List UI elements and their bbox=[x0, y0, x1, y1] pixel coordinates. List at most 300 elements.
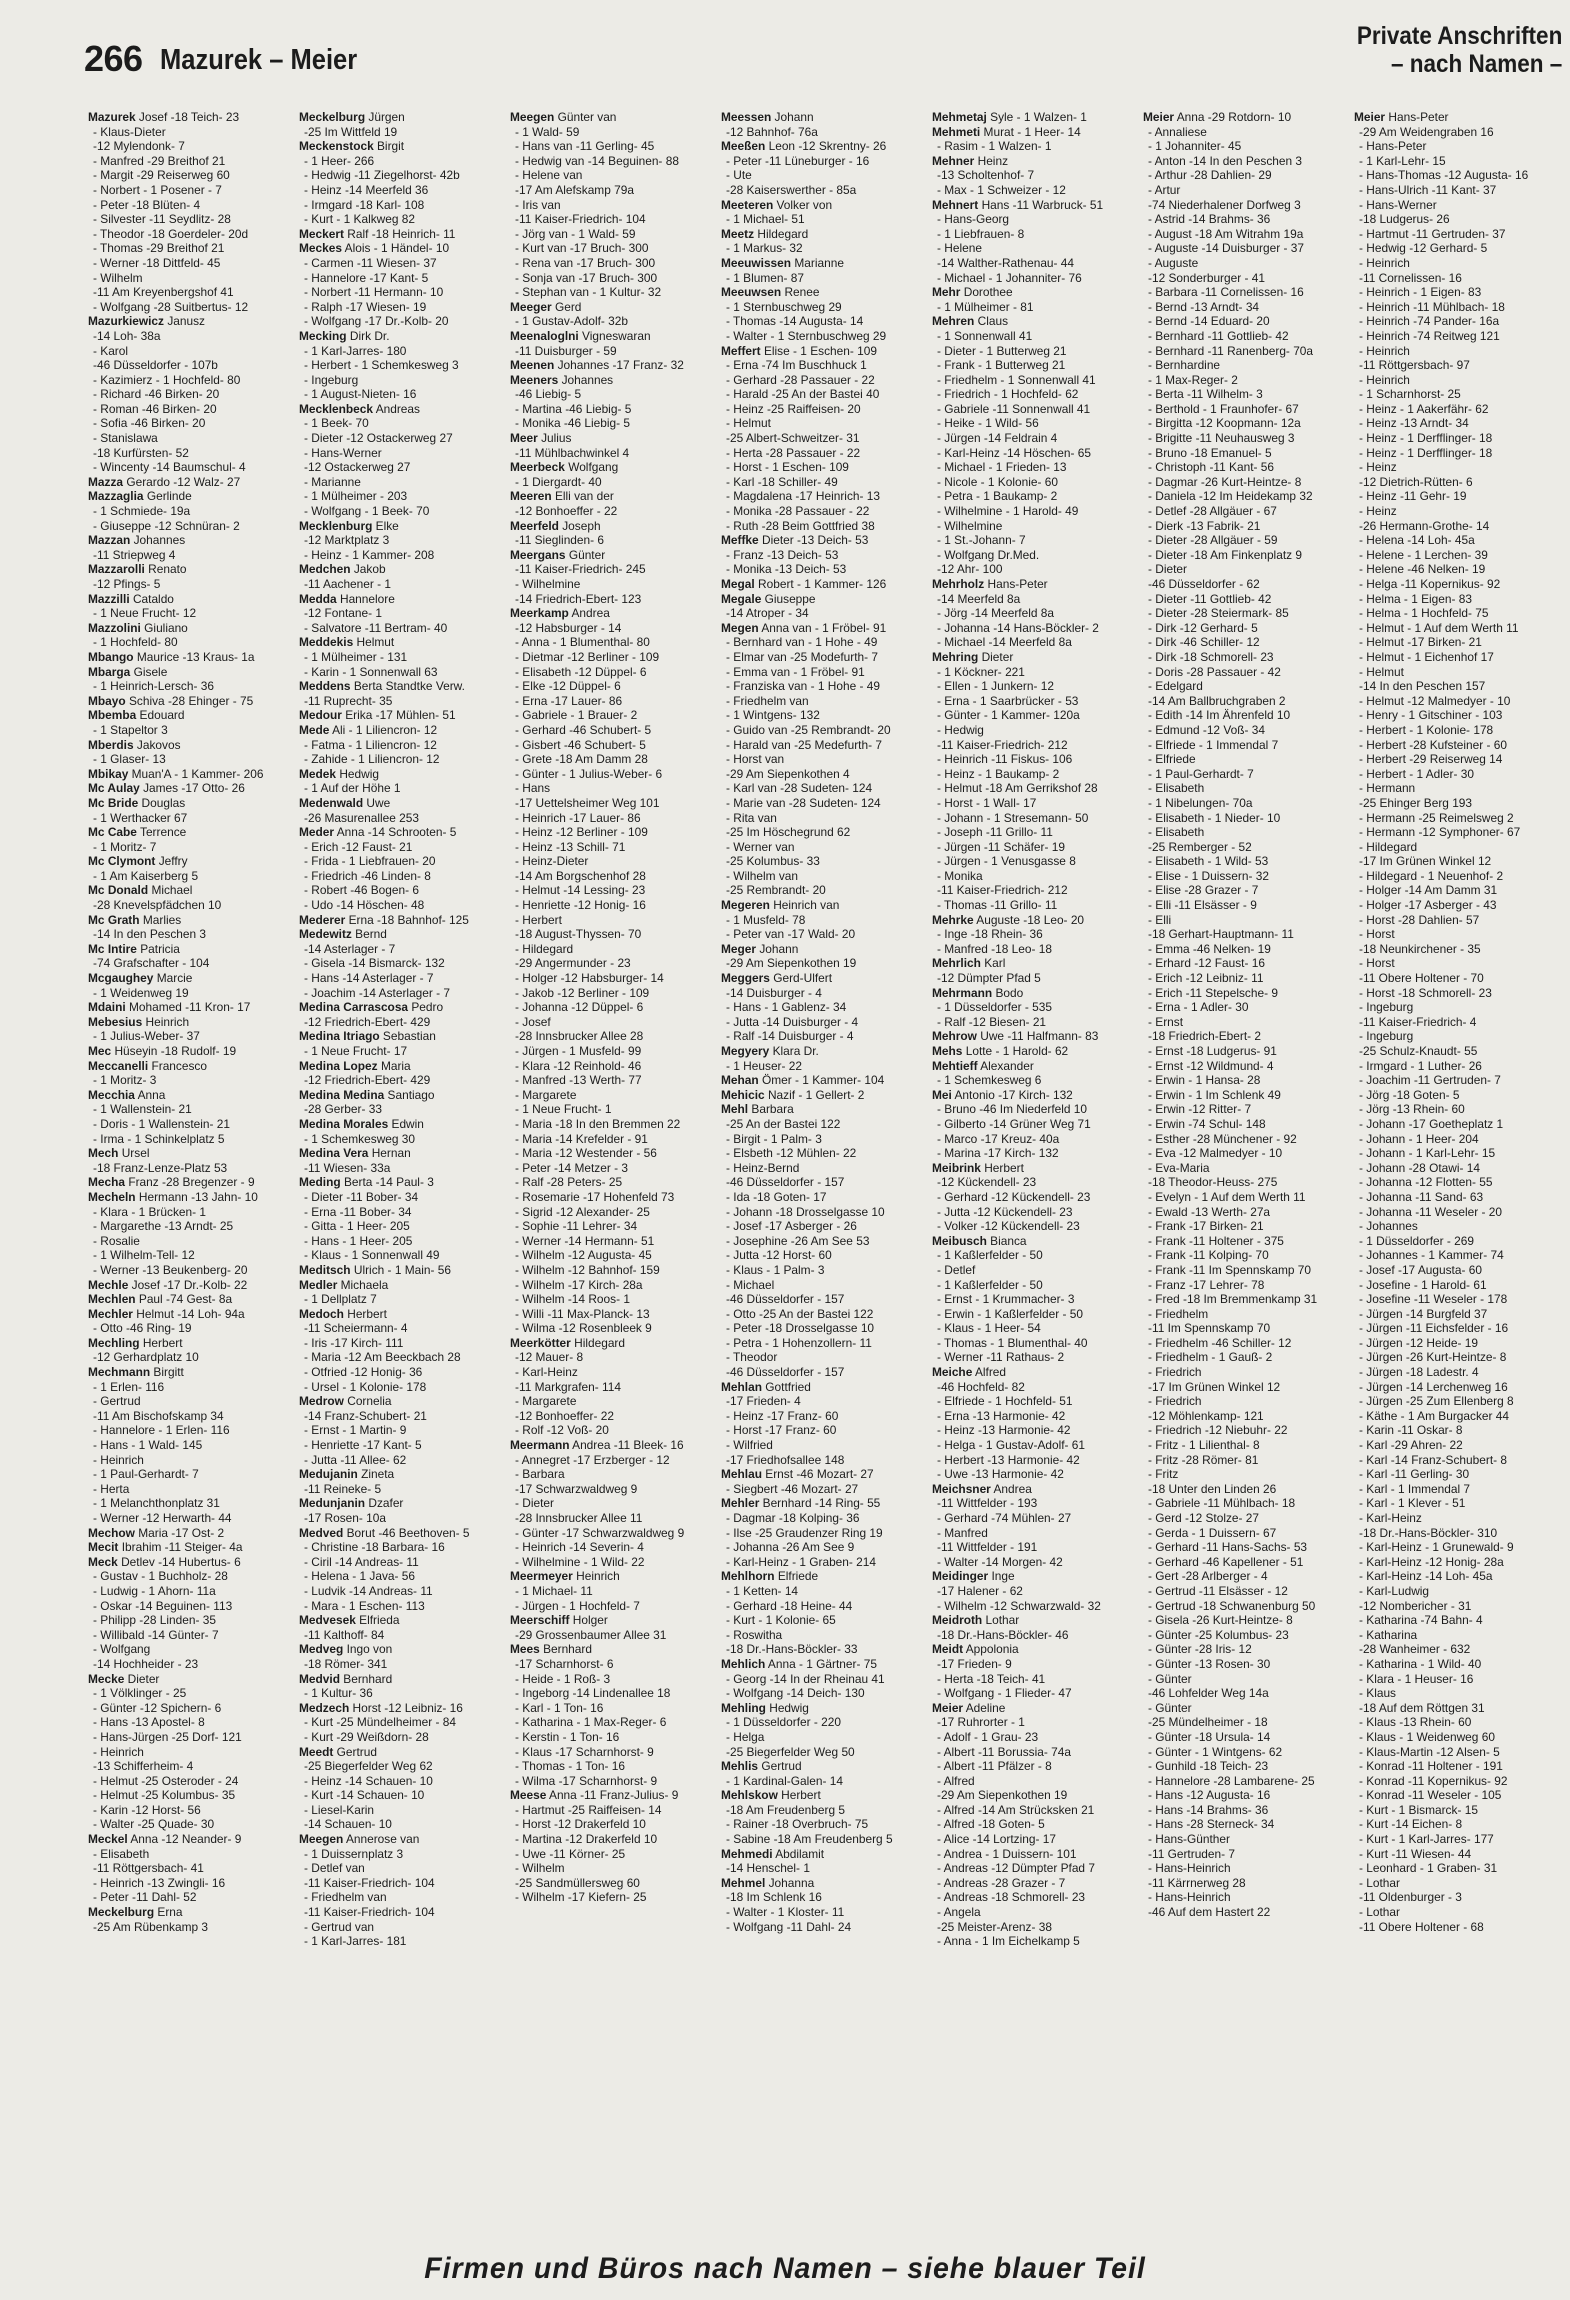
list-item bbox=[721, 548, 929, 563]
list-item bbox=[299, 883, 507, 898]
entry-text: - Ludvik -14 Andreas- 11 bbox=[304, 1583, 433, 1598]
entry-text: - Harald van -25 Medefurth- 7 bbox=[726, 737, 882, 752]
list-item bbox=[1354, 592, 1562, 607]
entry-text: - Frank - 1 Butterweg 21 bbox=[937, 358, 1066, 373]
list-item bbox=[1143, 796, 1351, 811]
list-item bbox=[510, 519, 718, 534]
entry-text: Syle - 1 Walzen- 1 bbox=[990, 110, 1087, 124]
list-item bbox=[932, 402, 1140, 417]
list-item bbox=[88, 446, 296, 461]
entry-text: - Erich -12 Leibniz- 11 bbox=[1148, 971, 1264, 986]
list-item bbox=[88, 1774, 296, 1789]
list-item bbox=[1354, 227, 1562, 242]
entry-text: Hüseyin -18 Rudolf- 19 bbox=[114, 1044, 237, 1058]
entry-text: -17 Am Alefskamp 79a bbox=[515, 182, 634, 197]
entry-text: - Birgit - 1 Palm- 3 bbox=[726, 1131, 822, 1146]
entry-text: - Elli -11 Elsässer - 9 bbox=[1148, 898, 1257, 913]
entry-text: - Manfred -18 Leo- 18 bbox=[937, 941, 1053, 956]
entry-text: - 1 Neue Frucht- 17 bbox=[304, 1044, 408, 1058]
entry-text: - Horst - 1 Wall- 17 bbox=[937, 795, 1037, 810]
entry-text: Herbert bbox=[142, 1335, 183, 1350]
list-item bbox=[510, 1584, 718, 1599]
list-item bbox=[721, 679, 929, 694]
entry-text: - Ralf -28 Peters- 25 bbox=[515, 1175, 623, 1190]
list-item bbox=[1354, 1496, 1562, 1511]
list-item bbox=[932, 271, 1140, 286]
list-item bbox=[721, 1467, 929, 1482]
entry-text: - Josefine - 1 Harold- 61 bbox=[1359, 1277, 1487, 1292]
list-item bbox=[88, 1715, 296, 1730]
entry-text: - Heinz-Dieter bbox=[515, 854, 589, 869]
list-item bbox=[88, 1861, 296, 1876]
entry-text: - Rasim - 1 Walzen- 1 bbox=[937, 139, 1052, 154]
list-item bbox=[88, 285, 296, 300]
entry-text: Nazif - 1 Gellert- 2 bbox=[767, 1087, 865, 1102]
surname: Medina Medina bbox=[299, 1087, 385, 1102]
entry-text: Lothar bbox=[985, 1613, 1020, 1628]
entry-text: - Hans-Georg bbox=[937, 212, 1010, 227]
entry-text: - Peter -14 Metzer - 3 bbox=[515, 1160, 628, 1175]
entry-text: - Günter -28 Iris- 12 bbox=[1148, 1642, 1252, 1657]
list-item bbox=[721, 1175, 929, 1190]
entry-text: - Klara -12 Reinhold- 46 bbox=[515, 1058, 642, 1073]
list-item bbox=[1354, 212, 1562, 227]
list-item bbox=[1143, 329, 1351, 344]
list-item bbox=[932, 1890, 1140, 1905]
entry-text: -18 Römer- 341 bbox=[304, 1656, 388, 1671]
entry-text: - Ingeburg bbox=[304, 372, 359, 387]
surname: Mehler bbox=[721, 1496, 760, 1511]
entry-text: - Heike - 1 Wild- 56 bbox=[937, 416, 1039, 431]
list-item bbox=[510, 1642, 718, 1657]
entry-text: - Wilhelm -12 Augusta- 45 bbox=[515, 1248, 652, 1263]
entry-text: - Ewald -13 Werth- 27a bbox=[1148, 1204, 1271, 1219]
list-item bbox=[299, 1146, 507, 1161]
list-item bbox=[721, 1730, 929, 1745]
entry-text: - Elise - 1 Duissern- 32 bbox=[1148, 868, 1269, 883]
list-item bbox=[932, 1526, 1140, 1541]
list-item bbox=[1354, 1482, 1562, 1497]
list-item bbox=[1354, 1380, 1562, 1395]
entry-text: - Herbert - 1 Kolonie- 178 bbox=[1359, 722, 1494, 737]
entry-text: Elfriede bbox=[777, 1569, 819, 1584]
list-item bbox=[721, 1102, 929, 1117]
entry-text: -25 Im Wittfeld 19 bbox=[304, 124, 398, 139]
list-item bbox=[299, 285, 507, 300]
list-item bbox=[932, 314, 1140, 329]
list-item bbox=[1143, 1657, 1351, 1672]
list-item bbox=[88, 519, 296, 534]
list-item bbox=[932, 139, 1140, 154]
list-item bbox=[721, 300, 929, 315]
list-item bbox=[88, 635, 296, 650]
entry-text: Erika -17 Mühlen- 51 bbox=[345, 708, 456, 723]
entry-text: - Heinz -17 Franz- 60 bbox=[726, 1408, 839, 1423]
entry-text: - Iris -17 Kirch- 111 bbox=[304, 1335, 404, 1350]
surname: Medda bbox=[299, 591, 337, 606]
list-item bbox=[88, 1161, 296, 1176]
list-item bbox=[510, 139, 718, 154]
entry-text: - Heinrich bbox=[1359, 372, 1410, 387]
entry-text: - Gerd -12 Stolze- 27 bbox=[1148, 1511, 1260, 1525]
entry-text: - Friedrich -46 Linden- 8 bbox=[304, 868, 431, 883]
entry-text: - Alfred -18 Goten- 5 bbox=[937, 1817, 1045, 1832]
list-item bbox=[1354, 1146, 1562, 1161]
list-item bbox=[1354, 1890, 1562, 1905]
entry-text: -18 Auf dem Röttgen 31 bbox=[1359, 1700, 1485, 1715]
entry-text: Bernhard -14 Ring- 55 bbox=[762, 1496, 881, 1511]
entry-text: Ulrich - 1 Main- 56 bbox=[353, 1262, 451, 1277]
entry-text: Appolonia bbox=[965, 1642, 1019, 1657]
list-item bbox=[299, 635, 507, 650]
list-item bbox=[1354, 1059, 1562, 1074]
list-item bbox=[932, 1832, 1140, 1847]
list-item bbox=[88, 679, 296, 694]
entry-text: -11 Kaiser-Friedrich- 104 bbox=[304, 1875, 435, 1890]
surname: Meddekis bbox=[299, 635, 354, 650]
list-item bbox=[299, 1278, 507, 1293]
list-item bbox=[88, 1190, 296, 1205]
entry-text: - Doris -28 Passauer - 42 bbox=[1148, 664, 1281, 679]
list-item bbox=[510, 883, 718, 898]
list-item bbox=[88, 300, 296, 315]
entry-text: - Heinrich -11 Mühlbach- 18 bbox=[1359, 299, 1505, 314]
surname: Mazzan bbox=[88, 533, 131, 548]
list-item bbox=[1143, 562, 1351, 577]
list-item bbox=[299, 271, 507, 286]
entry-text: - Karl-Heinz -14 Loh- 45a bbox=[1359, 1569, 1493, 1584]
entry-text: -18 Kurfürsten- 52 bbox=[93, 445, 189, 460]
entry-text: Horst -12 Leibniz- 16 bbox=[352, 1700, 463, 1715]
list-item bbox=[510, 548, 718, 563]
list-item bbox=[510, 1307, 718, 1322]
entry-text: - 1 Wallenstein- 21 bbox=[93, 1102, 192, 1117]
list-item bbox=[932, 1599, 1140, 1614]
list-item bbox=[510, 1540, 718, 1555]
list-item bbox=[510, 679, 718, 694]
list-item bbox=[299, 1073, 507, 1088]
entry-text: - Helga -11 Kopernikus- 92 bbox=[1359, 577, 1501, 591]
list-item bbox=[1143, 1190, 1351, 1205]
list-item bbox=[1143, 1307, 1351, 1322]
list-item bbox=[299, 1788, 507, 1803]
entry-text: - Wilhelm -12 Bahnhof- 159 bbox=[515, 1262, 660, 1277]
entry-text: -11 Am Kreyenbergshof 41 bbox=[93, 285, 234, 300]
entry-text: Andreas bbox=[375, 401, 420, 416]
list-item bbox=[721, 840, 929, 855]
list-item bbox=[299, 431, 507, 446]
list-item bbox=[932, 606, 1140, 621]
entry-text: - Monika -28 Passauer - 22 bbox=[726, 504, 870, 519]
entry-text: - Dieter -11 Bober- 34 bbox=[304, 1189, 419, 1204]
entry-text: - Dieter -18 Am Finkenplatz 9 bbox=[1148, 547, 1302, 562]
list-item bbox=[932, 635, 1140, 650]
entry-text: Bernhard bbox=[543, 1642, 592, 1657]
list-item bbox=[1354, 446, 1562, 461]
entry-text: - Astrid -14 Brahms- 36 bbox=[1148, 212, 1271, 227]
list-item bbox=[1354, 125, 1562, 140]
list-item bbox=[299, 1394, 507, 1409]
surname: Meger bbox=[721, 941, 757, 956]
surname: Mc Cabe bbox=[88, 825, 137, 840]
entry-text: -11 Röttgersbach- 97 bbox=[1359, 358, 1470, 373]
entry-text: - Kerstin - 1 Ton- 16 bbox=[515, 1729, 620, 1744]
list-item bbox=[88, 1059, 296, 1074]
entry-text: - Angela bbox=[937, 1905, 981, 1920]
surname: Mechlen bbox=[88, 1292, 136, 1307]
entry-text: - Johann - 1 Heer- 204 bbox=[1359, 1131, 1479, 1146]
entry-text: - Jürgen -14 Lerchenweg 16 bbox=[1359, 1379, 1508, 1394]
entry-text: -13 Schifferheim- 4 bbox=[93, 1759, 194, 1774]
list-item bbox=[932, 1774, 1140, 1789]
entry-text: Antonio -17 Kirch- 132 bbox=[954, 1087, 1073, 1102]
entry-text: Annerose van bbox=[345, 1832, 420, 1847]
list-item bbox=[932, 344, 1140, 359]
entry-text: -12 Dümpter Pfad 5 bbox=[937, 971, 1041, 986]
entry-text: - Werner -13 Beukenberg- 20 bbox=[93, 1262, 248, 1277]
list-item bbox=[510, 1861, 718, 1876]
list-item bbox=[299, 1511, 507, 1526]
entry-text: - Horst -12 Drakerfeld 10 bbox=[515, 1817, 646, 1832]
list-item bbox=[88, 154, 296, 169]
list-item bbox=[88, 1394, 296, 1409]
list-item bbox=[1354, 723, 1562, 738]
entry-text: - Klaus - 1 Weidenweg 60 bbox=[1359, 1729, 1495, 1744]
list-item bbox=[1143, 1102, 1351, 1117]
entry-text: - Karl -18 Schiller- 49 bbox=[726, 474, 838, 489]
list-item bbox=[510, 1672, 718, 1687]
entry-text: -18 Ludgerus- 26 bbox=[1359, 212, 1450, 227]
surname: Mehlan bbox=[721, 1379, 762, 1394]
list-item bbox=[88, 402, 296, 417]
list-item bbox=[1143, 1890, 1351, 1905]
entry-text: - 1 Kaßlerfelder - 50 bbox=[937, 1277, 1043, 1292]
list-item bbox=[932, 1584, 1140, 1599]
list-item bbox=[510, 606, 718, 621]
list-item bbox=[1354, 767, 1562, 782]
surname: Mehr bbox=[932, 285, 961, 300]
list-item bbox=[721, 1394, 929, 1409]
entry-text: -11 Im Spennskamp 70 bbox=[1148, 1321, 1271, 1336]
entry-text: - Karin - 1 Sonnenwall 63 bbox=[304, 664, 438, 679]
entry-text: - Theodor -18 Goerdeler- 20d bbox=[93, 226, 249, 241]
entry-text: - Jürgen -18 Ladestr. 4 bbox=[1359, 1365, 1479, 1380]
entry-text: - Annegret -17 Erzberger - 12 bbox=[515, 1452, 670, 1467]
entry-text: - Gerda - 1 Duissern- 67 bbox=[1148, 1525, 1277, 1540]
list-item bbox=[299, 344, 507, 359]
list-item bbox=[1354, 1190, 1562, 1205]
list-item bbox=[932, 1715, 1140, 1730]
entry-text: - Erna -74 Im Buschhuck 1 bbox=[726, 358, 867, 373]
entry-text: - Hartmut -11 Gertruden- 37 bbox=[1359, 226, 1506, 241]
surname: Meedt bbox=[299, 1744, 334, 1759]
entry-text: - Klaus - 1 Heer- 54 bbox=[937, 1321, 1041, 1336]
entry-text: - Hedwig van -14 Beguinen- 88 bbox=[515, 153, 679, 168]
entry-text: Johannes bbox=[133, 533, 186, 548]
entry-text: - Josef -17 Asberger - 26 bbox=[726, 1219, 857, 1234]
list-item bbox=[721, 533, 929, 548]
list-item bbox=[932, 256, 1140, 271]
surname: Mehrlich bbox=[932, 956, 981, 971]
entry-text: - Peter van -17 Wald- 20 bbox=[726, 927, 856, 942]
entry-text: - Klaus-Dieter bbox=[93, 124, 166, 139]
surname: Meggers bbox=[721, 971, 770, 986]
surname: Mehmedi bbox=[721, 1846, 773, 1861]
list-item bbox=[299, 971, 507, 986]
list-item bbox=[721, 1088, 929, 1103]
list-item bbox=[510, 621, 718, 636]
list-item bbox=[721, 1686, 929, 1701]
list-item bbox=[1143, 504, 1351, 519]
list-item bbox=[510, 1350, 718, 1365]
surname: Meichsner bbox=[932, 1481, 991, 1496]
list-item bbox=[1143, 548, 1351, 563]
list-item bbox=[510, 956, 718, 971]
entry-text: Karl bbox=[984, 956, 1006, 971]
entry-text: - Christoph -11 Kant- 56 bbox=[1148, 460, 1275, 475]
list-item bbox=[1143, 314, 1351, 329]
surname: Mehlau bbox=[721, 1467, 762, 1482]
entry-text: - Manfred -29 Breithof 21 bbox=[93, 153, 226, 168]
entry-text: Francesco bbox=[151, 1058, 207, 1073]
entry-text: - 1 Melanchthonplatz 31 bbox=[93, 1496, 220, 1511]
entry-text: - Elsbeth -12 Mühlen- 22 bbox=[726, 1146, 857, 1161]
list-item bbox=[932, 1292, 1140, 1307]
list-item bbox=[88, 811, 296, 826]
entry-text: - 1 Musfeld- 78 bbox=[726, 912, 806, 927]
list-item bbox=[88, 1453, 296, 1468]
list-item bbox=[932, 1146, 1140, 1161]
list-item bbox=[932, 854, 1140, 869]
entry-text: - Fatma - 1 Liliencron- 12 bbox=[304, 737, 437, 752]
entry-text: - Giuseppe -12 Schnüran- 2 bbox=[93, 518, 240, 533]
entry-text: - Detlef van bbox=[304, 1861, 365, 1876]
list-item bbox=[299, 694, 507, 709]
entry-text: - Fritz -28 Römer- 81 bbox=[1148, 1452, 1259, 1467]
entry-text: - Friedrich -12 Niebuhr- 22 bbox=[1148, 1423, 1288, 1438]
surname: Meeuwsen bbox=[721, 285, 782, 300]
list-item bbox=[1143, 489, 1351, 504]
list-item bbox=[510, 635, 718, 650]
entry-text: -11 Reineke- 5 bbox=[304, 1481, 382, 1496]
surname: Mazzarolli bbox=[88, 562, 145, 577]
entry-text: - Dieter -12 Ostackerweg 27 bbox=[304, 431, 453, 446]
entry-text: Joseph bbox=[562, 518, 601, 533]
list-item bbox=[1143, 1526, 1351, 1541]
list-item bbox=[510, 665, 718, 680]
entry-text: -29 Am Siepenkothen 19 bbox=[726, 956, 857, 971]
list-item bbox=[510, 387, 718, 402]
entry-text: - Gerhard -46 Kapellener - 51 bbox=[1148, 1554, 1304, 1569]
surname: Mbemba bbox=[88, 708, 137, 723]
list-item bbox=[1354, 504, 1562, 519]
list-item bbox=[1143, 1511, 1351, 1526]
entry-text: - Heinrich bbox=[93, 1452, 144, 1467]
list-item bbox=[88, 1569, 296, 1584]
entry-text: - Stanislawa bbox=[93, 431, 158, 446]
surname: Mecke bbox=[88, 1671, 125, 1686]
surname: Mbikay bbox=[88, 766, 129, 781]
list-item bbox=[88, 1409, 296, 1424]
entry-text: - Hildegard - 1 Neuenhof- 2 bbox=[1359, 868, 1504, 883]
entry-text: - Kurt -25 Mündelheimer - 84 bbox=[304, 1715, 457, 1730]
entry-text: Birgitt bbox=[153, 1365, 184, 1380]
list-item bbox=[1354, 854, 1562, 869]
list-item bbox=[932, 883, 1140, 898]
entry-text: - Dagmar -26 Kurt-Heintze- 8 bbox=[1148, 474, 1302, 489]
entry-text: Dieter -13 Deich- 53 bbox=[761, 533, 869, 548]
list-item bbox=[721, 665, 929, 680]
entry-text: -46 Düsseldorfer - 157 bbox=[726, 1365, 845, 1380]
entry-text: -11 Striepweg 4 bbox=[93, 547, 176, 562]
list-item bbox=[510, 1088, 718, 1103]
entry-text: - Gertrud van bbox=[304, 1919, 375, 1934]
entry-text: - Gert -28 Arlberger - 4 bbox=[1148, 1569, 1268, 1584]
list-item bbox=[1143, 168, 1351, 183]
list-item bbox=[88, 1657, 296, 1672]
list-item bbox=[88, 913, 296, 928]
entry-text: - 1 Diergardt- 40 bbox=[515, 474, 602, 489]
list-item bbox=[1354, 271, 1562, 286]
entry-text: - Dirk -12 Gerhard- 5 bbox=[1148, 620, 1258, 635]
list-item bbox=[88, 1234, 296, 1249]
entry-text: - 1 Düsseldorfer - 535 bbox=[937, 1000, 1052, 1015]
list-item bbox=[1354, 1701, 1562, 1716]
surname: Medour bbox=[299, 708, 342, 723]
list-item bbox=[1354, 1628, 1562, 1643]
list-item bbox=[510, 1000, 718, 1015]
entry-text: - Marianne bbox=[304, 474, 361, 489]
entry-text: -14 Loh- 38a bbox=[93, 328, 161, 343]
list-item bbox=[932, 1905, 1140, 1920]
list-item bbox=[299, 1628, 507, 1643]
entry-text: - Walter -25 Quade- 30 bbox=[93, 1817, 215, 1832]
list-item bbox=[510, 489, 718, 504]
surname: Mecit bbox=[88, 1540, 119, 1555]
list-item bbox=[932, 533, 1140, 548]
list-item bbox=[299, 1292, 507, 1307]
entry-text: Helmut -14 Loh- 94a bbox=[136, 1306, 245, 1321]
entry-text: - Hans -12 Augusta- 16 bbox=[1148, 1788, 1271, 1803]
entry-text: Franz -28 Bregenzer - 9 bbox=[128, 1175, 255, 1190]
page-footer: Firmen und Büros nach Namen – siehe blauer Teil bbox=[424, 2252, 1146, 2285]
list-item bbox=[510, 1876, 718, 1891]
list-item bbox=[1143, 1380, 1351, 1395]
entry-text: - Herbert -29 Reiserweg 14 bbox=[1359, 752, 1503, 767]
list-item bbox=[932, 1059, 1140, 1074]
list-item bbox=[1143, 475, 1351, 490]
list-item bbox=[510, 1438, 718, 1453]
list-item bbox=[721, 927, 929, 942]
list-item bbox=[1143, 416, 1351, 431]
entry-text: - Elisabeth - 1 Nieder- 10 bbox=[1148, 810, 1281, 825]
entry-text: - Rolf -12 Voß- 20 bbox=[515, 1423, 609, 1438]
entry-text: - Bernd -13 Arndt- 34 bbox=[1148, 299, 1260, 314]
entry-text: -18 Im Schlenk 16 bbox=[726, 1890, 822, 1905]
list-item bbox=[510, 1686, 718, 1701]
list-item bbox=[932, 927, 1140, 942]
entry-text: - 1 Köckner- 221 bbox=[937, 664, 1025, 679]
entry-text: -14 Schauen- 10 bbox=[304, 1817, 392, 1832]
list-item bbox=[932, 1730, 1140, 1745]
list-item bbox=[299, 1540, 507, 1555]
entry-text: Johannes -17 Franz- 32 bbox=[557, 358, 684, 373]
entry-text: Volker von bbox=[776, 197, 833, 212]
entry-text: - Hedwig -12 Gerhard- 5 bbox=[1359, 241, 1488, 256]
list-item bbox=[932, 679, 1140, 694]
list-item bbox=[299, 548, 507, 563]
entry-text: - Anna - 1 Blumenthal- 80 bbox=[515, 635, 650, 650]
